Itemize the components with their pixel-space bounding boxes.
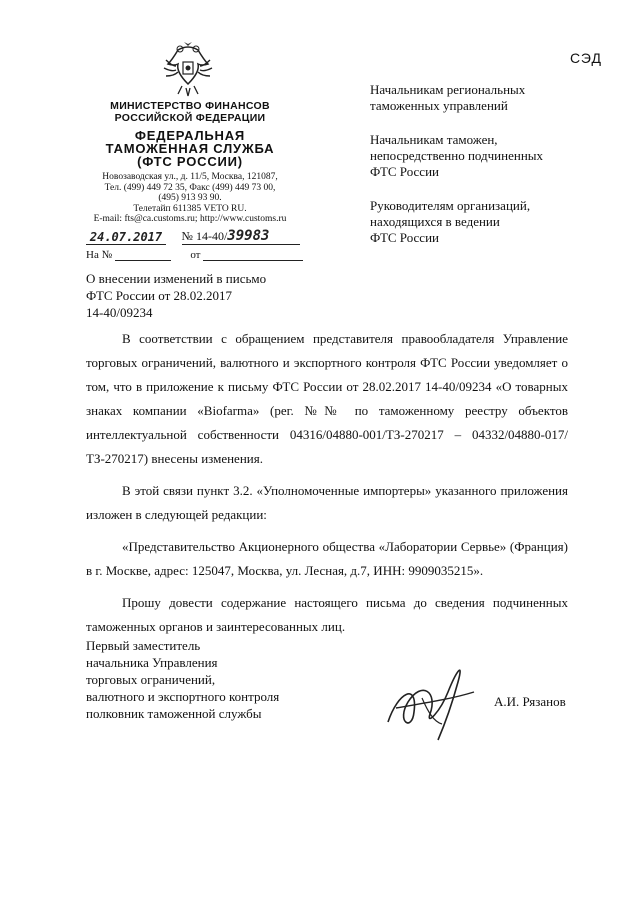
- handwritten-signature: [378, 652, 488, 742]
- coat-of-arms-icon: [160, 40, 216, 100]
- ref-label: На №: [86, 249, 113, 261]
- number-handwritten: 39983: [227, 228, 270, 244]
- subject-line: О внесении изменений в письмо: [86, 271, 267, 286]
- sed-stamp: СЭД: [569, 50, 602, 66]
- contact-block: [80, 172, 300, 225]
- addressee-line: Руководителям организаций,: [370, 198, 531, 213]
- ref-date-blank: [203, 260, 303, 261]
- body-paragraph: В соответствии с обращением представителя правообладателя Управление торговых ограничений, валютного и экспортного контроля ФТС России уведомляет о том, что в приложение к письму ФТС России от 28.02.2017 14-40/09234 «О товарных знаках компании «Biofarma» (рег. №№ по таможенному реестру объектов интеллектуальной собственности 04316/04880-001/ТЗ-270217 – 04332/04880-017/ТЗ-270217) внесены изменения.: [86, 331, 568, 466]
- registration-block: [86, 228, 303, 261]
- body-paragraph: Прошу довести содержание настоящего письма до сведения подчиненных таможенных органов и заинтересованных лиц.: [86, 595, 568, 634]
- number-prefix: № 14-40/: [181, 229, 228, 243]
- letter-body: [86, 327, 568, 647]
- addressee-line: ФТС России: [370, 164, 439, 179]
- position-line: полковник таможенной службы: [86, 706, 262, 721]
- addressee-line: ФТС России: [370, 230, 439, 245]
- ref-from-label: от: [190, 249, 201, 261]
- subject: [86, 270, 266, 321]
- ministry-line: РОССИЙСКОЙ ФЕДЕРАЦИИ: [114, 112, 266, 124]
- addressee-line: непосредственно подчиненных: [370, 148, 544, 163]
- ministry-name: [92, 100, 288, 124]
- signatory-position: [86, 637, 279, 722]
- ministry-line: МИНИСТЕРСТВО ФИНАНСОВ: [110, 100, 270, 112]
- addressee-block: [370, 132, 610, 180]
- subject-line: 14-40/09234: [86, 305, 153, 320]
- body-paragraph: «Представительство Акционерного общества «Лаборатории Сервье» (Франция) в г. Москве, адрес: 125047, Москва, ул. Лесная, д.7, ИНН: 9909035215».: [86, 539, 568, 578]
- position-line: валютного и экспортного контроля: [86, 689, 280, 704]
- subject-line: ФТС России от 28.02.2017: [86, 288, 233, 303]
- service-line: (ФТС РОССИИ): [137, 154, 243, 169]
- addressee-block: [370, 198, 610, 246]
- contact-line: Телетайп 611385 VETO RU.: [133, 203, 247, 214]
- addressee-block: [370, 82, 610, 114]
- contact-line: Новозаводская ул., д. 11/5, Москва, 121087,: [102, 172, 278, 182]
- service-line: ФЕДЕРАЛЬНАЯ: [134, 128, 246, 143]
- addressee-line: таможенных управлений: [370, 98, 508, 113]
- addressee-line: Начальникам таможен,: [370, 132, 498, 147]
- addressee-line: Начальникам региональных: [370, 82, 526, 97]
- position-line: Первый заместитель: [86, 638, 201, 653]
- contact-line: (495) 913 93 90.: [158, 193, 222, 203]
- body-paragraph: В этой связи пункт 3.2. «Уполномоченные импортеры» указанного приложения изложен в следующей редакции:: [86, 483, 568, 522]
- registration-date: 24.07.2017: [86, 230, 166, 245]
- service-name: [92, 129, 288, 168]
- signatory-name: А.И. Рязанов: [494, 694, 566, 709]
- contact-line: Тел. (499) 449 72 35, Факс (499) 449 73 00,: [104, 182, 276, 193]
- ref-number-blank: [115, 260, 171, 261]
- addressee-line: находящихся в ведении: [370, 214, 500, 229]
- addressees: [370, 82, 610, 264]
- position-line: торговых ограничений,: [86, 672, 216, 687]
- position-line: начальника Управления: [86, 655, 218, 670]
- service-line: ТАМОЖЕННАЯ СЛУЖБА: [105, 141, 275, 156]
- contact-line: E-mail: fts@ca.customs.ru; http://www.customs.ru: [93, 214, 287, 224]
- registration-number: [182, 228, 300, 245]
